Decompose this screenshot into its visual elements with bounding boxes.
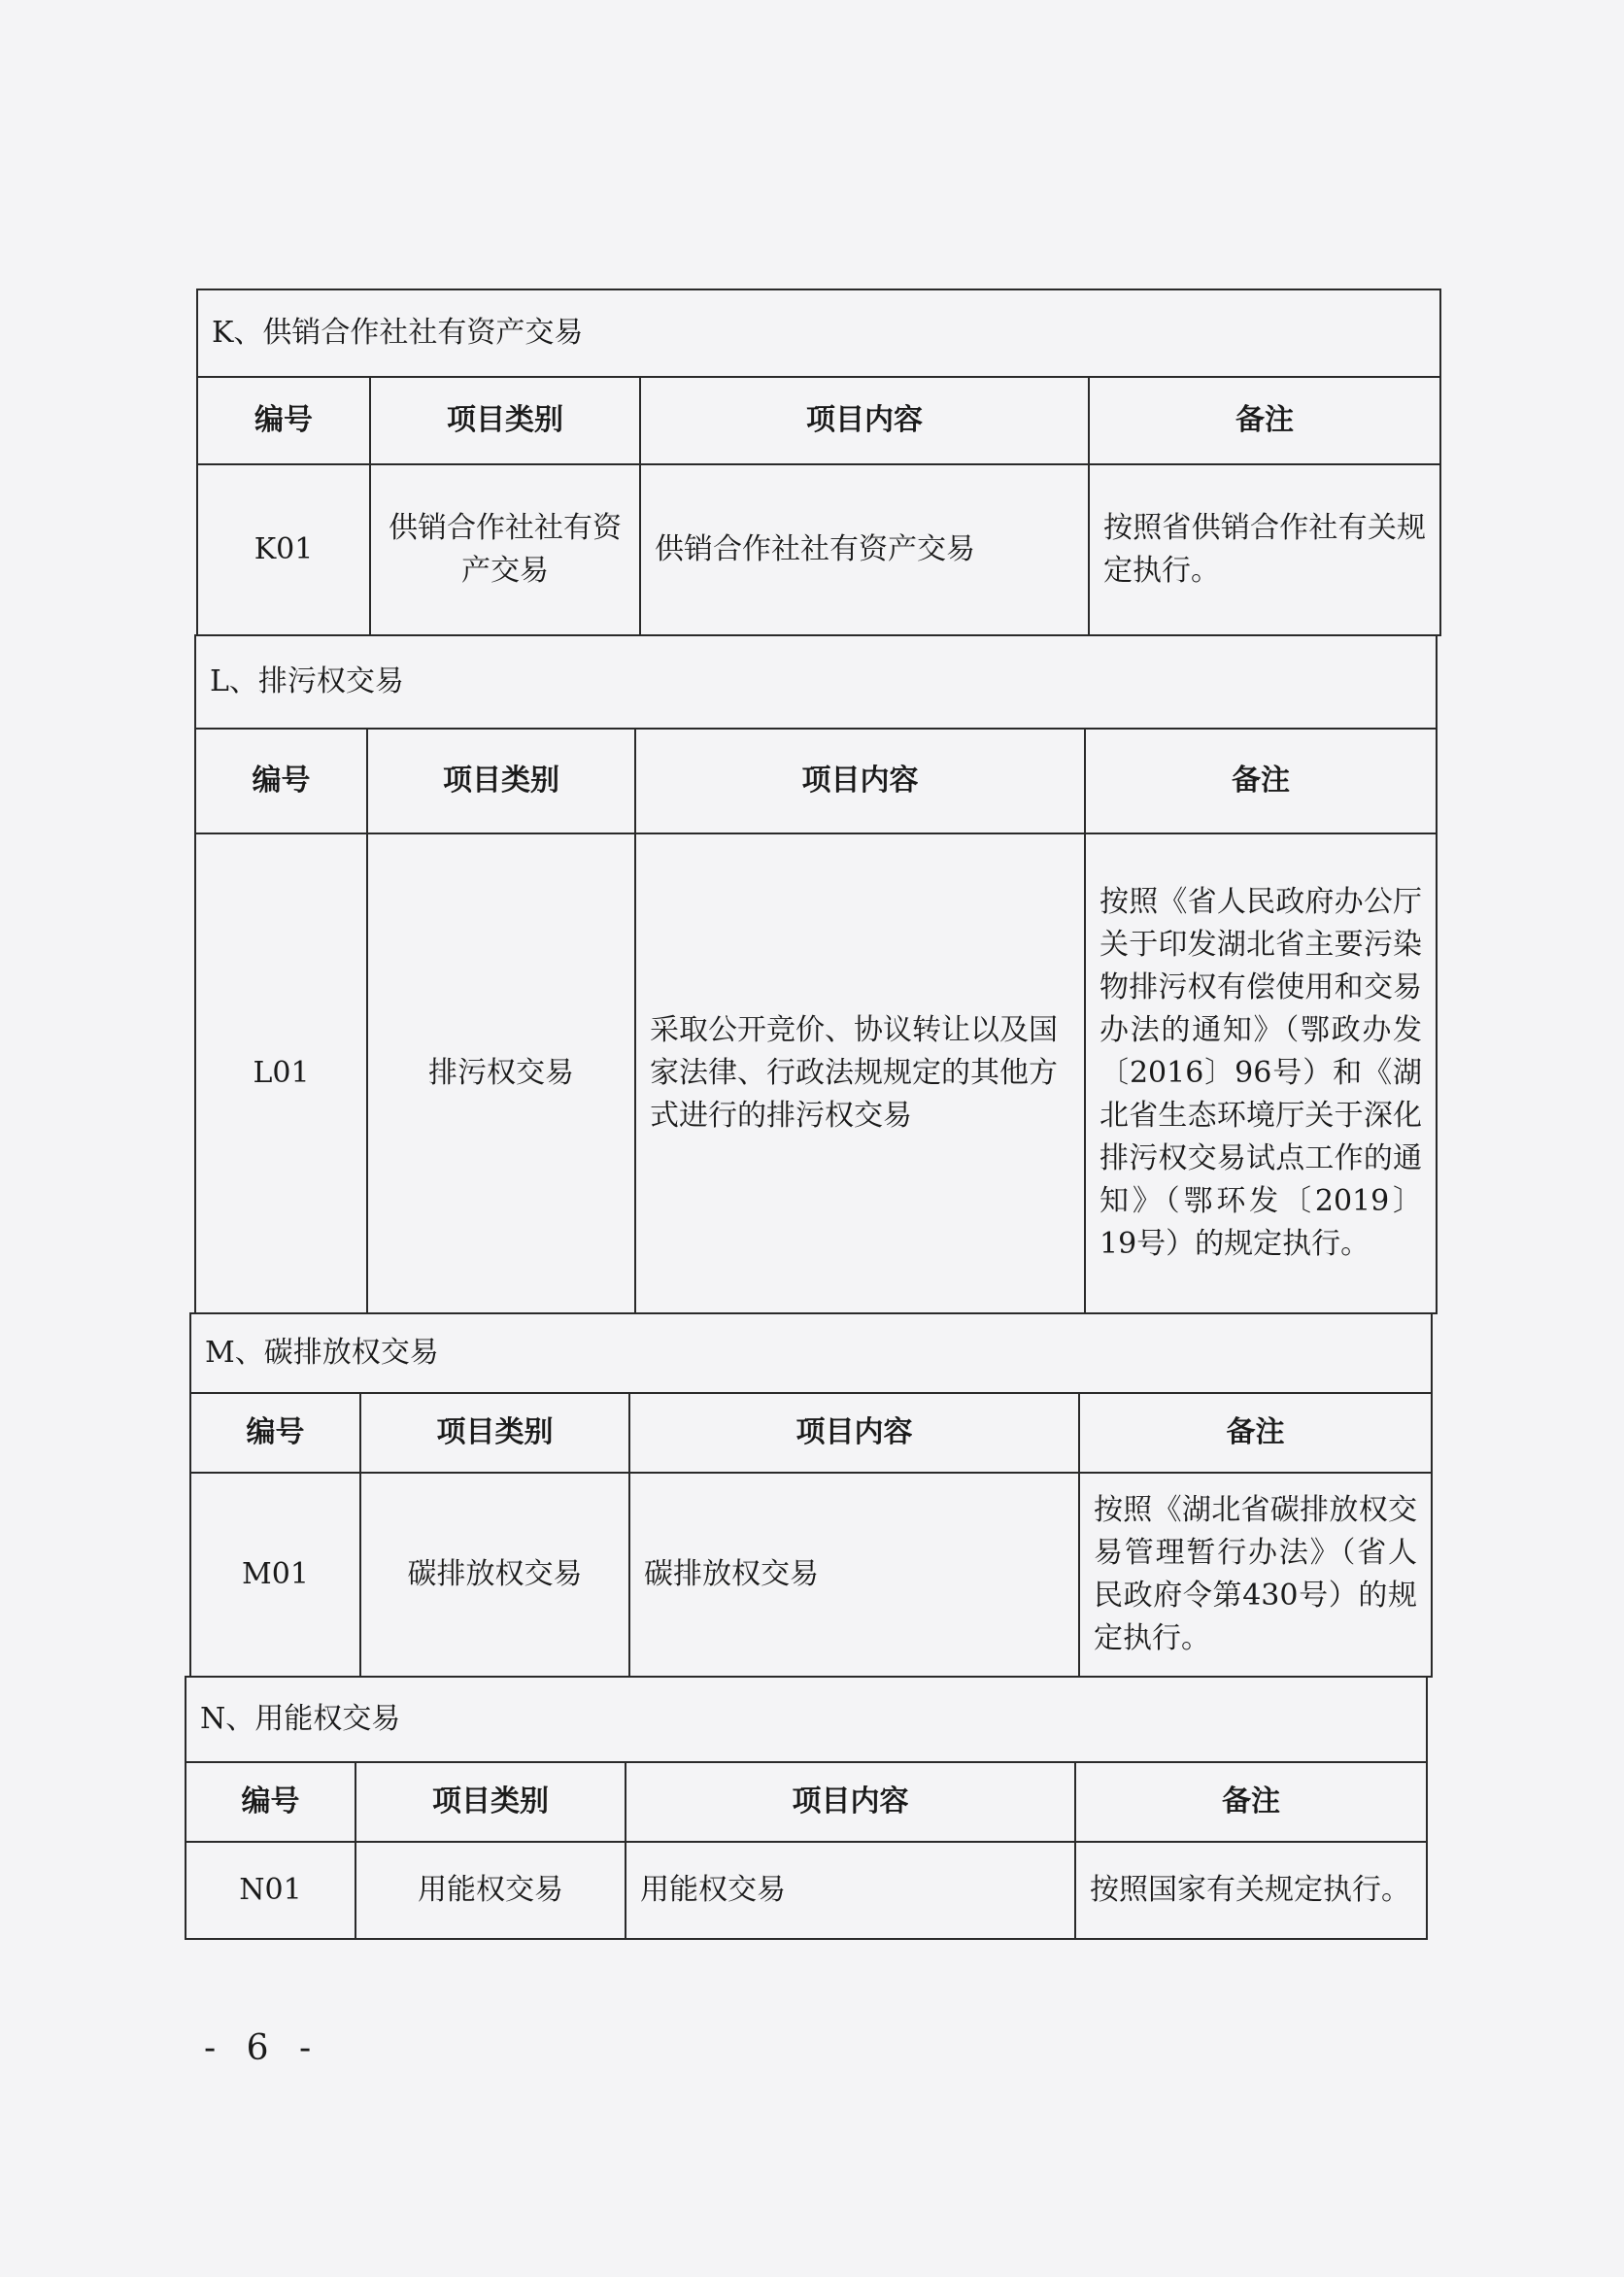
- section-n-table: [185, 1676, 1428, 1940]
- header-code: 编号: [190, 1393, 360, 1473]
- table-row: [195, 833, 1437, 1313]
- header-note: 备注: [1089, 377, 1440, 464]
- row-category: 供销合作社社有资产交易: [370, 464, 640, 635]
- row-note: 按照《湖北省碳排放权交易管理暂行办法》（省人民政府令第430号）的规定执行。: [1079, 1473, 1432, 1677]
- section-k-table: [196, 289, 1441, 636]
- section-l-table: [194, 634, 1438, 1314]
- table-row: [186, 1842, 1427, 1939]
- row-note: 按照《省人民政府办公厅关于印发湖北省主要污染物排污权有偿使用和交易办法的通知》（鄂政办发〔2016〕96号）和《湖北省生态环境厅关于深化排污权交易试点工作的通知》（鄂环发〔2019〕19号）的规定执行。: [1085, 833, 1437, 1313]
- header-code: 编号: [186, 1762, 355, 1842]
- header-content: 项目内容: [629, 1393, 1079, 1473]
- row-category: 碳排放权交易: [360, 1473, 629, 1677]
- section-m-table: [189, 1312, 1433, 1678]
- row-content: 碳排放权交易: [629, 1473, 1079, 1677]
- header-content: 项目内容: [640, 377, 1089, 464]
- row-content: 用能权交易: [626, 1842, 1075, 1939]
- row-code: M01: [190, 1473, 360, 1677]
- table-row: [197, 464, 1440, 635]
- header-code: 编号: [195, 729, 367, 833]
- header-code: 编号: [197, 377, 370, 464]
- row-note: 按照省供销合作社有关规定执行。: [1089, 464, 1440, 635]
- section-title: K、供销合作社社有资产交易: [197, 289, 1440, 377]
- header-category: 项目类别: [360, 1393, 629, 1473]
- row-category: 排污权交易: [367, 833, 635, 1313]
- row-content: 供销合作社社有资产交易: [640, 464, 1089, 635]
- page-number: - 6 -: [204, 2028, 321, 2068]
- header-category: 项目类别: [370, 377, 640, 464]
- row-code: K01: [197, 464, 370, 635]
- header-category: 项目类别: [367, 729, 635, 833]
- table-row: [190, 1473, 1432, 1677]
- row-category: 用能权交易: [355, 1842, 626, 1939]
- header-category: 项目类别: [355, 1762, 626, 1842]
- row-content: 采取公开竞价、协议转让以及国家法律、行政法规规定的其他方式进行的排污权交易: [635, 833, 1085, 1313]
- section-title: M、碳排放权交易: [190, 1313, 1432, 1393]
- row-note: 按照国家有关规定执行。: [1075, 1842, 1427, 1939]
- row-code: N01: [186, 1842, 355, 1939]
- header-note: 备注: [1079, 1393, 1432, 1473]
- header-content: 项目内容: [635, 729, 1085, 833]
- header-note: 备注: [1085, 729, 1437, 833]
- row-code: L01: [195, 833, 367, 1313]
- header-note: 备注: [1075, 1762, 1427, 1842]
- section-title: N、用能权交易: [186, 1677, 1427, 1762]
- header-content: 项目内容: [626, 1762, 1075, 1842]
- section-title: L、排污权交易: [195, 635, 1437, 729]
